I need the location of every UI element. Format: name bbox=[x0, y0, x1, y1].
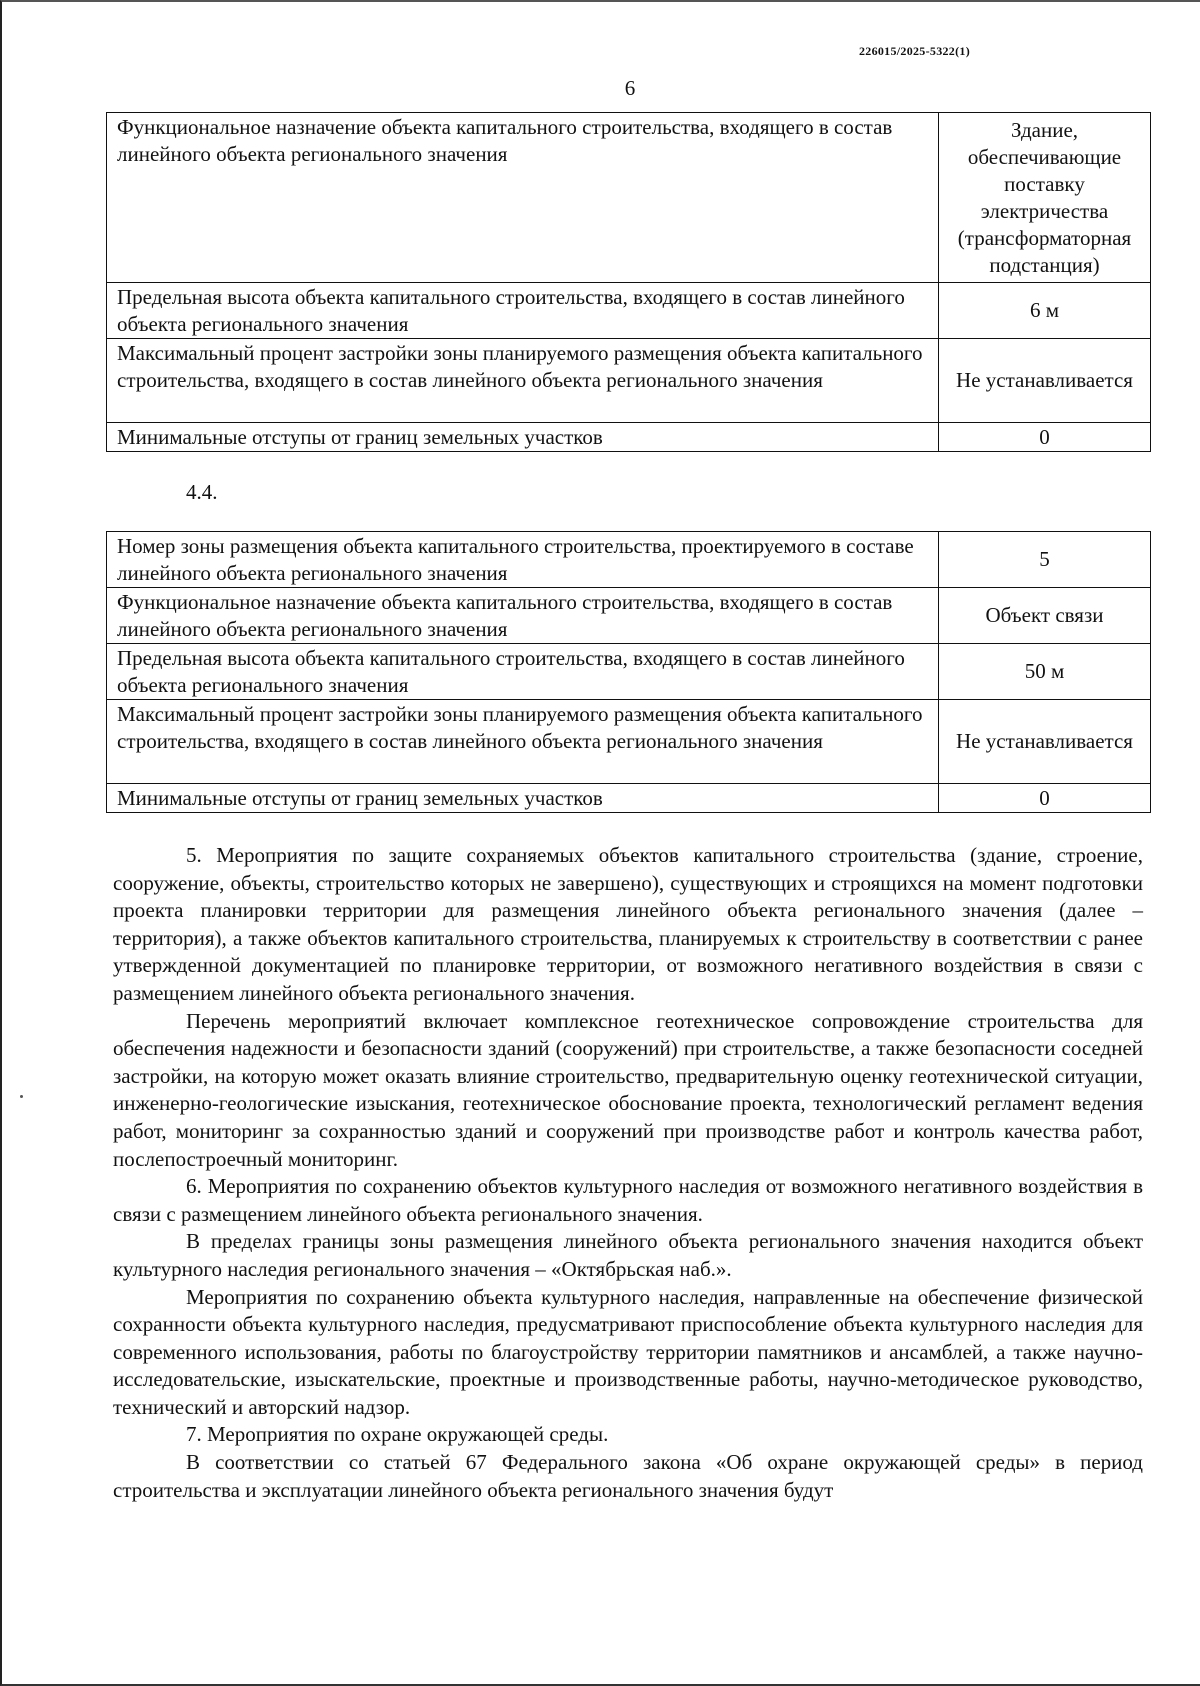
paragraph-cultural-heritage-object: В пределах границы зоны размещения линейного объекта регионального значения находится объект культурного наследия регионального значения – «Октябрьская наб.». bbox=[113, 1229, 1143, 1281]
table-cell-label: Номер зоны размещения объекта капитального строительства, проектируемого в составе линейного объекта регионального значения bbox=[107, 532, 939, 588]
table-cell-value: 0 bbox=[939, 784, 1151, 813]
paragraph-federal-law: В соответствии со статьей 67 Федерального закона «Об охране окружающей среды» в период строительства и эксплуатации линейного объекта регионального значения будут bbox=[113, 1450, 1143, 1502]
parameters-table-2 bbox=[106, 531, 1151, 813]
body-text bbox=[113, 842, 1143, 1504]
table-cell-label: Функциональное назначение объекта капитального строительства, входящего в состав линейного объекта регионального значения bbox=[107, 113, 939, 283]
paragraph-7: 7. Мероприятия по охране окружающей среды. bbox=[186, 1422, 609, 1447]
table-cell-value: Объект связи bbox=[939, 588, 1151, 644]
paragraph-5: 5. Мероприятия по защите сохраняемых объектов капитального строительства (здание, строение, сооружение, объекты, строительство которых не завершено), существующих и строящихся на момент подготовки проекта планировки территории для размещения линейного объекта регионального значения (далее – территория), а также объектов капитального строительства, планируемых к строительству в соответствии с ранее утвержденной документацией по планировке территории, от возможного негативного воздействия в связи с размещением линейного объекта регионального значения. bbox=[113, 843, 1143, 1005]
table-row bbox=[107, 532, 1151, 588]
table-cell-value: Не устанавливается bbox=[939, 700, 1151, 784]
table-row bbox=[107, 644, 1151, 700]
table-row bbox=[107, 700, 1151, 784]
page-number: 6 bbox=[624, 76, 636, 100]
table-row bbox=[107, 283, 1151, 339]
table-row bbox=[107, 339, 1151, 423]
paragraph-measures-list: Перечень мероприятий включает комплексное геотехническое сопровождение строительства для обеспечения надежности и безопасности зданий (сооружений) при строительстве, а также безопасности соседней застройки, на которую может оказать влияние строительство, предварительную оценку геотехнической ситуации, инженерно-геологические изыскания, геотехническое обоснование проекта, технологический регламент ведения работ, мониторинг за сохранностью зданий и сооружений при производстве работ и контроль качества работ, послепостроечный мониторинг. bbox=[113, 1008, 1143, 1171]
table-cell-label: Предельная высота объекта капитального строительства, входящего в состав линейного объекта регионального значения bbox=[107, 644, 939, 700]
table-cell-value: Здание, обеспечивающие поставку электричества (трансформаторная подстанция) bbox=[939, 113, 1151, 283]
table-row bbox=[107, 784, 1151, 813]
table-row bbox=[107, 423, 1151, 452]
table-cell-label: Минимальные отступы от границ земельных участков bbox=[107, 784, 939, 813]
parameters-table-1 bbox=[106, 112, 1151, 452]
table-cell-label: Предельная высота объекта капитального строительства, входящего в состав линейного объекта регионального значения bbox=[107, 283, 939, 339]
table-cell-label: Максимальный процент застройки зоны планируемого размещения объекта капитального строительства, входящего в состав линейного объекта регионального значения bbox=[107, 339, 939, 423]
table-cell-value: Не устанавливается bbox=[939, 339, 1151, 423]
table-cell-label: Функциональное назначение объекта капитального строительства, входящего в состав линейного объекта регионального значения bbox=[107, 588, 939, 644]
table-cell-value: 6 м bbox=[939, 283, 1151, 339]
paragraph-6: 6. Мероприятия по сохранению объектов культурного наследия от возможного негативного воздействия в связи с размещением линейного объекта регионального значения. bbox=[113, 1174, 1143, 1226]
table-cell-value: 5 bbox=[939, 532, 1151, 588]
paragraph-heritage-measures: Мероприятия по сохранению объекта культурного наследия, направленные на обеспечение физической сохранности объекта культурного наследия, предусматривают приспособление объекта культурного наследия для современного использования, работы по благоустройству территории памятников и ансамблей, а также научно-исследовательские, изыскательские, проектные и производственные работы, научно-методическое руководство, технический и авторский надзор. bbox=[113, 1284, 1143, 1419]
section-number: 4.4. bbox=[186, 480, 218, 504]
document-number: 226015/2025-5322(1) bbox=[858, 44, 970, 58]
table-cell-value: 0 bbox=[939, 423, 1151, 452]
table-row bbox=[107, 113, 1151, 283]
table-row bbox=[107, 588, 1151, 644]
scan-speck bbox=[20, 1095, 23, 1098]
table-cell-value: 50 м bbox=[939, 644, 1151, 700]
table-cell-label: Максимальный процент застройки зоны планируемого размещения объекта капитального строительства, входящего в состав линейного объекта регионального значения bbox=[107, 700, 939, 784]
table-cell-label: Минимальные отступы от границ земельных участков bbox=[107, 423, 939, 452]
